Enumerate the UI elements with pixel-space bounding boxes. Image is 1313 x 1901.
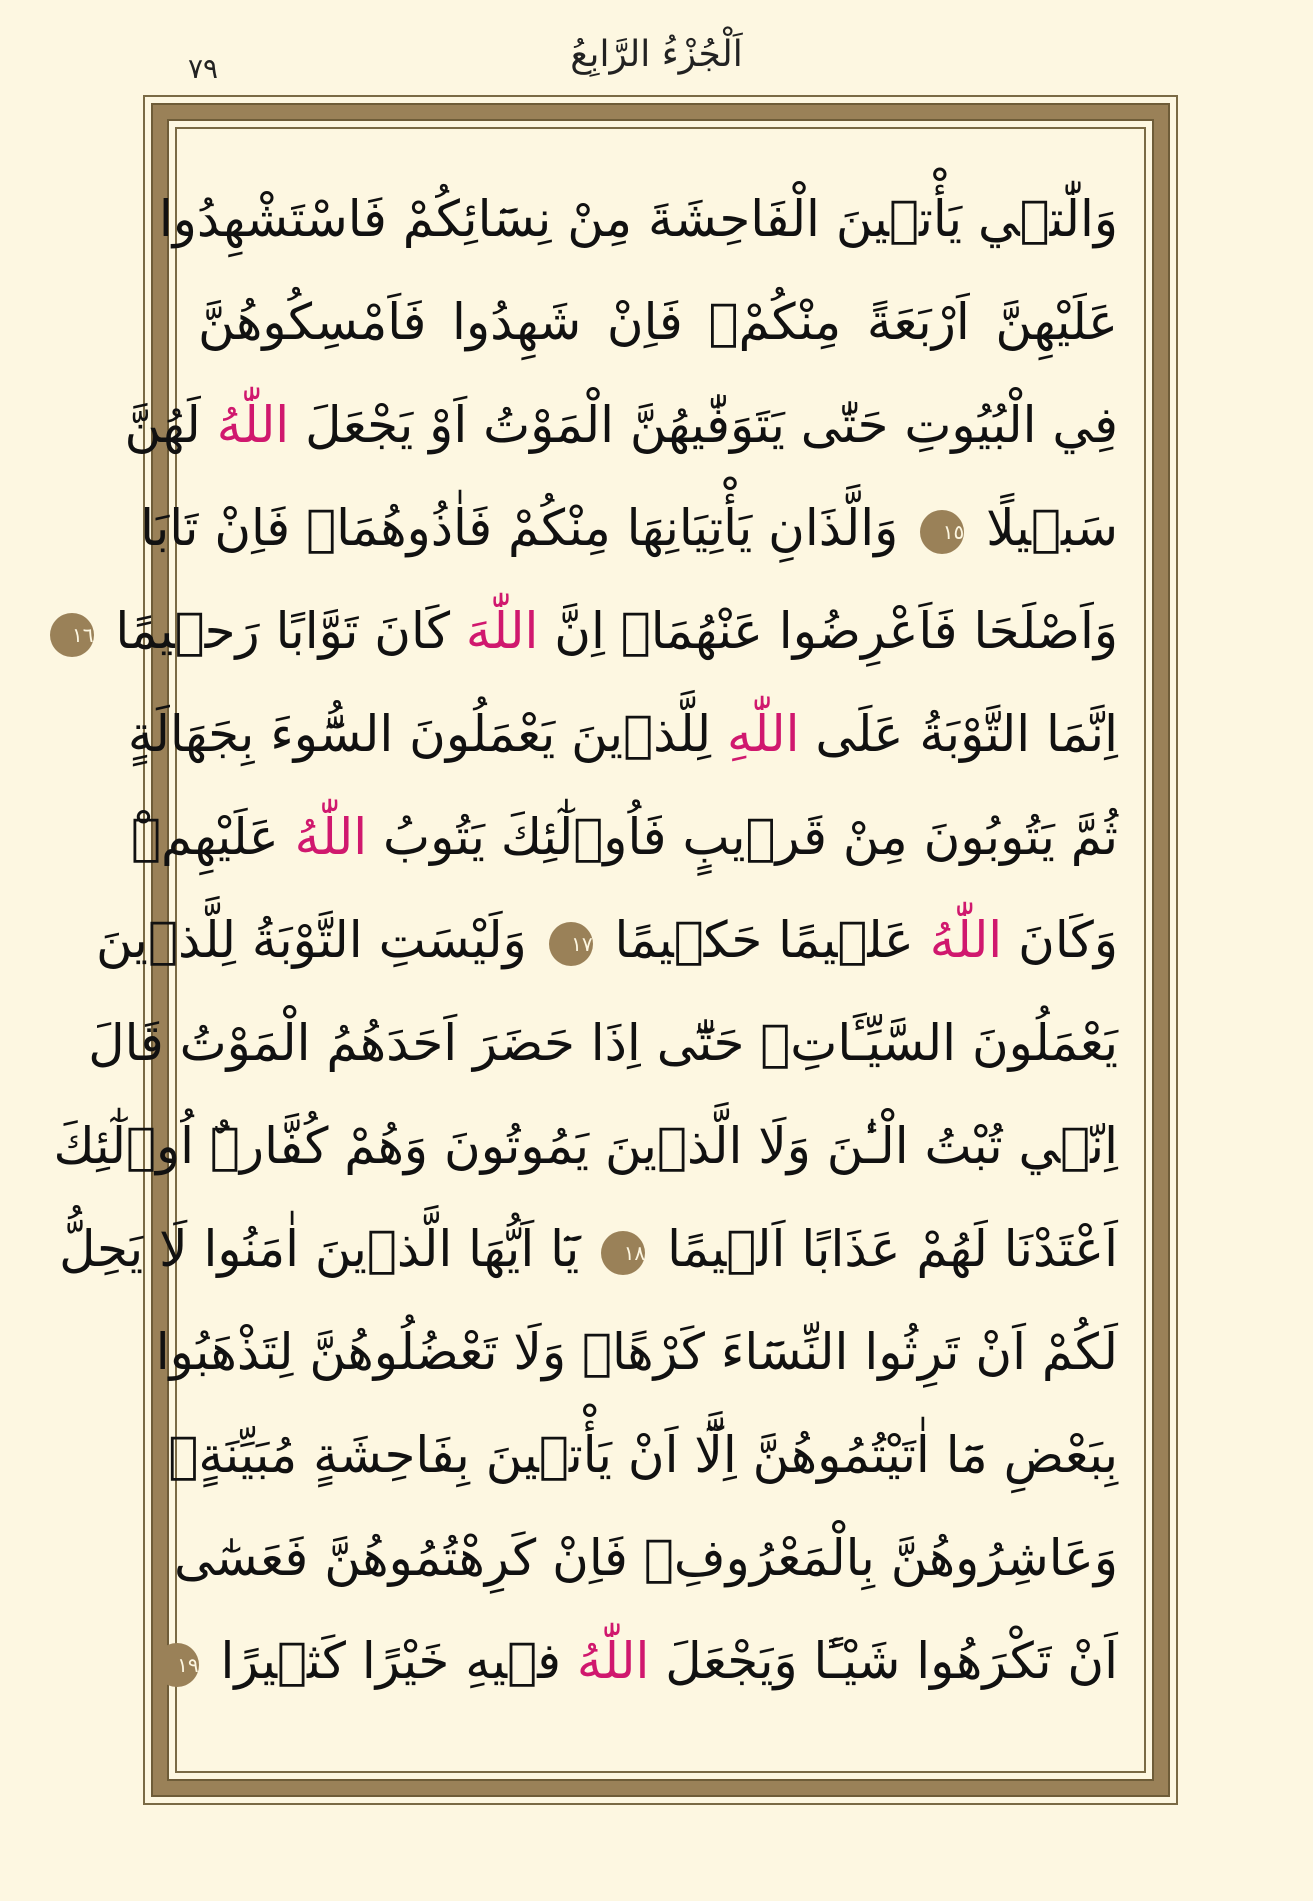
text-line bbox=[168, 1404, 1118, 1507]
text-line bbox=[155, 1301, 1118, 1404]
divine-name: اللّٰهُ bbox=[929, 911, 1003, 969]
verse-text-area bbox=[53, 168, 1118, 1768]
verse-text: عَل۪يمًا حَك۪يمًا bbox=[598, 911, 930, 969]
verse-text: اَعْتَدْنَا لَهُمْ عَذَابًا اَل۪يمًا bbox=[651, 1220, 1118, 1278]
verse-number-marker: ١٦ bbox=[50, 613, 94, 657]
text-line bbox=[140, 477, 1118, 580]
verse-text: كَانَ تَوَّابًا رَح۪يمًا bbox=[99, 602, 466, 660]
verse-text: وَلَيْسَتِ التَّوْبَةُ لِلَّذ۪ينَ bbox=[96, 911, 543, 969]
text-line bbox=[59, 1198, 1118, 1301]
text-line bbox=[198, 271, 1118, 374]
text-line bbox=[174, 1507, 1118, 1610]
verse-text: اَنْ تَكْرَهُوا شَيْـًٔا وَيَجْعَلَ bbox=[649, 1632, 1118, 1690]
text-line bbox=[72, 580, 1118, 683]
verse-text: ف۪يهِ خَيْرًا كَث۪يرًا bbox=[204, 1632, 577, 1690]
verse-number-marker: ١٧ bbox=[549, 922, 593, 966]
verse-number-marker: ١٥ bbox=[920, 510, 964, 554]
verse-text: وَالَّذَانِ يَأْتِيَانِهَا مِنْكُمْ فَاٰذُوهُمَاۚ فَاِنْ تَابَا bbox=[140, 499, 915, 557]
verse-text: يَعْمَلُونَ السَّيِّـَٔاتِۚ حَتّٰٓى اِذَا حَضَرَ اَحَدَهُمُ الْمَوْتُ قَالَ bbox=[88, 1014, 1118, 1072]
juz-title: اَلْجُزْءُ الرَّابِعُ bbox=[570, 34, 743, 75]
verse-text: لِلَّذ۪ينَ يَعْمَلُونَ السُّٓوءَ بِجَهَالَةٍ bbox=[127, 705, 728, 763]
text-line bbox=[124, 374, 1118, 477]
verse-text: اِنّ۪ي تُبْتُ الْـٰٔنَ وَلَا الَّذ۪ينَ يَمُوتُونَ وَهُمْ كُفَّارٌۜ اُو۬لٰٓئِكَ bbox=[53, 1117, 1118, 1175]
divine-name: اللّٰهُ bbox=[294, 808, 368, 866]
verse-text: وَاَصْلَحَا فَاَعْرِضُوا عَنْهُمَاۜ اِنَّ bbox=[538, 602, 1118, 660]
verse-number-marker: ١٩ bbox=[155, 1643, 199, 1687]
verse-text: لَهُنَّ bbox=[124, 396, 217, 454]
verse-text: اِنَّمَا التَّوْبَةُ عَلَى bbox=[799, 705, 1118, 763]
verse-text: فِي الْبُيُوتِ حَتّٰى يَتَوَفّٰيهُنَّ الْمَوْتُ اَوْ يَجْعَلَ bbox=[289, 396, 1118, 454]
text-line bbox=[96, 889, 1118, 992]
text-line bbox=[130, 786, 1118, 889]
verse-text: عَلَيْهِنَّ اَرْبَعَةً مِنْكُمْۚ فَاِنْ شَهِدُوا فَاَمْسِكُوهُنَّ bbox=[198, 293, 1118, 351]
verse-text: بِبَعْضِ مَٓا اٰتَيْتُمُوهُنَّ اِلَّٓا اَنْ يَأْت۪ينَ بِفَاحِشَةٍ مُبَيِّنَةٍۚ bbox=[168, 1426, 1118, 1484]
divine-name: اللّٰهِ bbox=[727, 705, 800, 763]
text-line bbox=[177, 1610, 1118, 1713]
text-line bbox=[53, 1095, 1118, 1198]
verse-number-marker: ١٨ bbox=[601, 1231, 645, 1275]
verse-text: لَكُمْ اَنْ تَرِثُوا النِّسَٓاءَ كَرْهًاۜ وَلَا تَعْضُلُوهُنَّ لِتَذْهَبُوا bbox=[155, 1323, 1118, 1381]
text-line bbox=[158, 168, 1118, 271]
text-line bbox=[127, 683, 1118, 786]
verse-text: سَب۪يلًا bbox=[970, 499, 1118, 557]
page-number: ٧٩ bbox=[188, 52, 219, 85]
verse-text: وَعَاشِرُوهُنَّ بِالْمَعْرُوفِۚ فَاِنْ كَرِهْتُمُوهُنَّ فَعَسٰٓى bbox=[174, 1529, 1118, 1587]
verse-text: يَٓا اَيُّهَا الَّذ۪ينَ اٰمَنُوا لَا يَحِلُّ bbox=[59, 1220, 596, 1278]
text-line bbox=[88, 992, 1118, 1095]
divine-name: اللّٰهُ bbox=[576, 1632, 650, 1690]
verse-text: عَلَيْهِمْۜ bbox=[130, 808, 295, 866]
verse-text: وَالّٰت۪ي يَأْت۪ينَ الْفَاحِشَةَ مِنْ نِسَٓائِكُمْ فَاسْتَشْهِدُوا bbox=[158, 190, 1118, 248]
verse-text: ثُمَّ يَتُوبُونَ مِنْ قَر۪يبٍ فَاُو۬لٰٓئِكَ يَتُوبُ bbox=[367, 808, 1118, 866]
divine-name: اللّٰهُ bbox=[216, 396, 290, 454]
verse-text: وَكَانَ bbox=[1002, 911, 1118, 969]
divine-name: اللّٰهَ bbox=[465, 602, 539, 660]
